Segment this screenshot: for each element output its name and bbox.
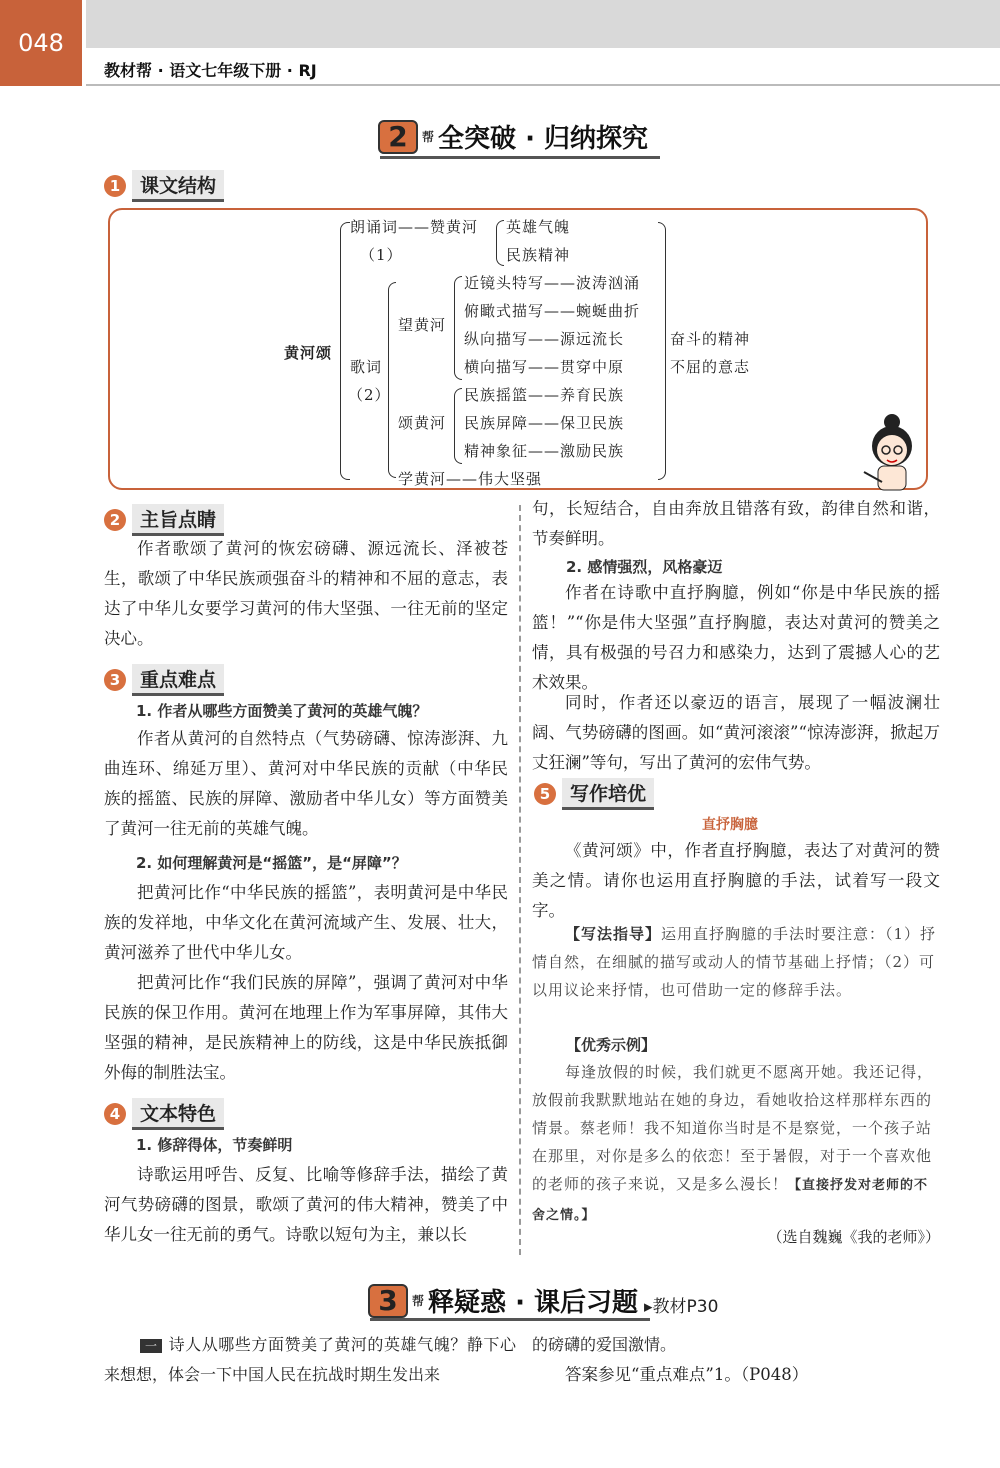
wang-item: 横向描写——贯穿中原 [464, 358, 625, 376]
wang-item: 近镜头特写——波涛汹涌 [464, 274, 641, 292]
number-badge: 1 [104, 175, 126, 197]
section-badge: 3 [368, 1284, 408, 1318]
example-source: （选自魏巍《我的老师》） [767, 1228, 940, 1246]
header-rule [86, 84, 1000, 86]
heading-label: 主旨点睛 [132, 504, 224, 536]
exercise-question-cont: 的磅礴的爱国激情。 [532, 1335, 677, 1354]
exercise-question [104, 1330, 516, 1390]
structure-root: 黄河颂 [284, 344, 333, 362]
song-item: 精神象征——激励民族 [464, 442, 625, 460]
header-band [86, 0, 1000, 48]
result-b: 不屈的意志 [670, 358, 751, 376]
question-1: 1. 作者从哪些方面赞美了黄河的英雄气魄？ [136, 702, 428, 720]
part2: 歌词 [350, 358, 383, 376]
exercise-mark: 一 [140, 1339, 162, 1353]
exercise-answer: 答案参见“重点难点”1。（P048） [565, 1365, 809, 1384]
page-number: 048 [0, 0, 82, 86]
wang-bracket [454, 276, 462, 380]
number-badge: 5 [534, 783, 556, 805]
song: 颂黄河 [398, 414, 447, 432]
part1-a: 英雄气魄 [506, 218, 571, 236]
song-item: 民族屏障——保卫民族 [464, 414, 625, 432]
section-underline [380, 156, 660, 159]
result-bracket [658, 222, 666, 480]
section-badge-suffix: 帮 [412, 1294, 425, 1308]
wang-item: 纵向描写——源远流长 [464, 330, 625, 348]
number-badge: 2 [104, 509, 126, 531]
root-bracket [340, 222, 350, 480]
example-note: 【直接抒发对老师的不舍之情。】 [532, 1178, 929, 1223]
answer-2b: 把黄河比作“我们民族的屏障”，强调了黄河对中华民族的保卫作用。黄河在地理上作为军事屏障，其伟大坚强的精神，是民族精神上的防线，这是中华民族抵御外侮的制胜法宝。 [104, 973, 508, 1082]
feature-1-continued: 句，长短结合，自由奔放且错落有致，韵律自然和谐，节奏鲜明。 [532, 499, 940, 548]
section-badge-suffix: 帮 [422, 130, 435, 144]
structure-heading [104, 170, 224, 202]
xue: 学黄河——伟大坚强 [398, 470, 543, 488]
song-item: 民族摇篮——养育民族 [464, 386, 625, 404]
heading-label: 写作培优 [562, 778, 654, 810]
result-a: 奋斗的精神 [670, 330, 751, 348]
wang: 望黄河 [398, 316, 447, 334]
column-divider [519, 505, 521, 1255]
answer-1: 作者从黄河的自然特点（气势磅礴、惊涛澎湃、九曲连环、绵延万里）、黄河对中华民族的贡献（中华民族的摇篮、民族的屏障、激励者中华儿女）等方面赞美了黄河一往无前的英雄气魄。 [104, 729, 508, 838]
writing-topic: 直抒胸臆 [702, 817, 758, 833]
heading-label: 课文结构 [132, 170, 224, 202]
song-bracket [454, 388, 462, 464]
guide-text: 运用直抒胸臆的手法时要注意：（1）抒情自然，在细腻的描写或动人的情节基础上抒情；（2）可以用议论来抒情，也可借助一定的修辞手法。 [532, 925, 937, 999]
theme-text: 作者歌颂了黄河的恢宏磅礴、源远流长、泽被苍生，歌颂了中华民族顽强奋斗的精神和不屈的意志，表达了中华儿女要学习黄河的伟大坚强、一往无前的坚定决心。 [104, 539, 508, 648]
part1: 朗诵词——赞黄河 [350, 218, 479, 236]
exercise-question-text: 诗人从哪些方面赞美了黄河的英雄气魄？静下心来想想，体会一下中国人民在抗战时期生发出来 [104, 1335, 516, 1384]
section-badge: 2 [378, 120, 418, 154]
heading-label: 文本特色 [132, 1098, 224, 1130]
section-3-heading [368, 1282, 718, 1319]
feature-2-text-b: 同时，作者还以豪迈的语言，展现了一幅波澜壮阔、气势磅礴的图画。如“黄河滚滚”“惊涛澎湃，掀起万丈狂澜”等句，写出了黄河的宏伟气势。 [532, 693, 940, 772]
section-title: 释疑惑 · 课后习题 [428, 1288, 638, 1318]
example-label: 【优秀示例】 [566, 1036, 657, 1054]
feature-2-text-a: 作者在诗歌中直抒胸臆，例如“你是中华民族的摇篮！”“你是伟大坚强”直抒胸臆，表达对黄河的赞美之情，具有极强的号召力和感染力，达到了震撼人心的艺术效果。 [532, 583, 940, 692]
part2-num: （2） [348, 386, 391, 404]
feature-1-title: 1. 修辞得体，节奏鲜明 [136, 1136, 293, 1154]
theme-heading [104, 504, 224, 536]
writing-prompt: 《黄河颂》中，作者直抒胸臆，表达了对黄河的赞美之情。请你也运用直抒胸臆的手法，试着写一段文字。 [532, 841, 940, 920]
part1-num: （1） [360, 246, 403, 264]
example-text [532, 1058, 940, 1230]
textbook-ref: ▸教材P30 [644, 1297, 719, 1317]
answer-2a: 把黄河比作“中华民族的摇篮”，表明黄河是中华民族的发祥地，中华文化在黄河流域产生、发展、壮大，黄河滋养了世代中华儿女。 [104, 883, 508, 962]
features-heading [104, 1098, 224, 1130]
section-underline [370, 1318, 650, 1321]
book-title: 教材帮 · 语文七年级下册 · RJ [104, 61, 317, 80]
number-badge: 3 [104, 669, 126, 691]
part1-b: 民族精神 [506, 246, 571, 264]
guide-label: 【写法指导】 [565, 925, 662, 943]
heading-label: 重点难点 [132, 664, 224, 696]
feature-1-text: 诗歌运用呼告、反复、比喻等修辞手法，描绘了黄河气势磅礴的图景，歌颂了黄河的伟大精神，赞美了中华儿女一往无前的勇气。诗歌以短句为主，兼以长 [104, 1165, 508, 1244]
example-body: 每逢放假的时候，我们就更不愿离开她。我还记得，放假前我默默地站在她的身边，看她收拾这样那样东西的情景。蔡老师！我不知道你当时是不是察觉，一个孩子站在那里，对你是多么的依恋！至于暑假，对于一个喜欢他的老师的孩子来说，又是多么漫长！ [532, 1063, 934, 1193]
section-title: 全突破 · 归纳探究 [438, 124, 648, 154]
teacher-cartoon-icon [858, 410, 926, 496]
number-badge: 4 [104, 1103, 126, 1125]
part2-bracket [388, 282, 396, 478]
section-2-heading [378, 118, 648, 155]
keypoints-heading [104, 664, 224, 696]
wang-item: 俯瞰式描写——蜿蜒曲折 [464, 302, 641, 320]
writing-guide [532, 920, 940, 1004]
question-2: 2. 如何理解黄河是“摇篮”，是“屏障”？ [136, 854, 407, 872]
part1-bracket [496, 220, 504, 266]
feature-2-title: 2. 感情强烈，风格豪迈 [566, 558, 723, 576]
writing-heading [534, 778, 654, 810]
